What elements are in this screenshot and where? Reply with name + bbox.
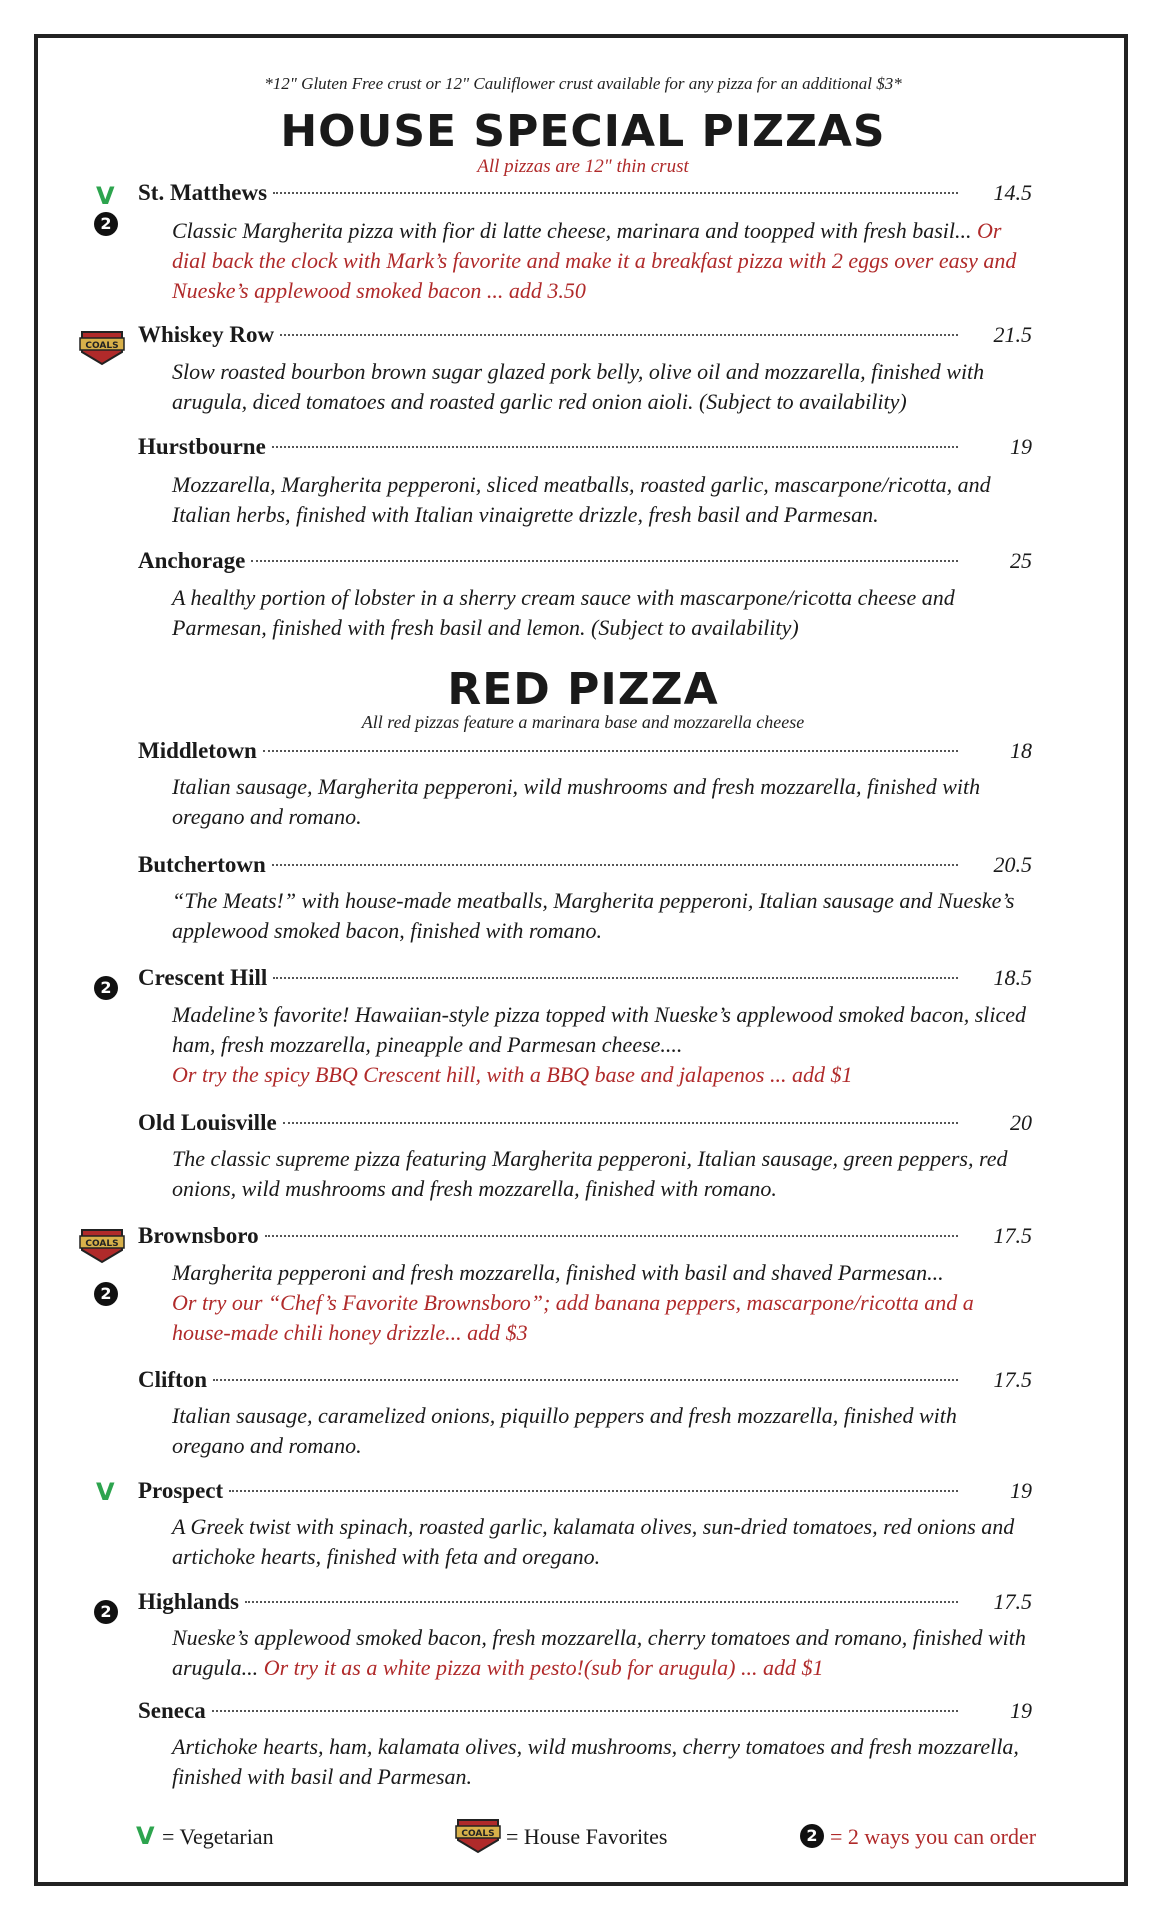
coals-house-favorite-icon: [78, 326, 126, 366]
menu-item-st-matthews: [138, 180, 1032, 210]
svg-text:COALS: COALS: [461, 1829, 495, 1839]
item-name: Anchorage: [138, 548, 246, 573]
description-upsell: Or try it as a white pizza with pesto!(sub for arugula) ... add $1: [258, 1655, 824, 1680]
svg-text:COALS: COALS: [85, 1239, 119, 1249]
menu-item-middletown: [138, 738, 1032, 768]
legend-vegetarian-icon: V: [136, 1822, 155, 1850]
item-price: 17.5: [993, 1223, 1032, 1248]
dot-leader: [212, 1710, 958, 1712]
description-upsell: Or try our “Chef’s Favorite Brownsboro”; add banana peppers, mascarpone/ricotta and a house-made chili honey drizzle... add $3: [172, 1290, 974, 1345]
item-description: The classic supreme pizza featuring Margherita pepperoni, Italian sausage, green peppers, red onions, wild mushrooms and fresh mozzarella, finished with romano.: [172, 1146, 1008, 1201]
item-name: Whiskey Row: [138, 322, 275, 347]
menu-item-seneca: [138, 1698, 1032, 1728]
dot-leader: [263, 750, 958, 752]
menu-item-old-louisville: [138, 1110, 1032, 1140]
item-name: Brownsboro: [138, 1223, 259, 1248]
menu-item-crescent-hill: [138, 965, 1032, 995]
item-name: Middletown: [138, 738, 257, 763]
dot-leader: [213, 1379, 958, 1381]
dot-leader: [273, 977, 958, 979]
item-description: Italian sausage, caramelized onions, piquillo peppers and fresh mozzarella, finished with oregano and romano.: [172, 1403, 957, 1458]
menu-item-clifton: [138, 1367, 1032, 1397]
description-upsell: Or dial back the clock with Mark’s favorite and make it a breakfast pizza with 2 eggs over easy and Nueske’s applewood smoked bacon ... add 3.50: [172, 218, 1017, 303]
menu-item-hurstbourne: [138, 434, 1032, 464]
item-price: 18.5: [993, 965, 1032, 990]
item-description: [172, 1258, 1032, 1348]
description-text: Margherita pepperoni and fresh mozzarella, finished with basil and shaved Parmesan...: [172, 1260, 944, 1285]
description-text: Madeline’s favorite! Hawaiian-style pizza topped with Nueske’s applewood smoked bacon, sliced ham, fresh mozzarella, pineapple and Parmesan cheese....: [172, 1002, 1027, 1057]
item-price: 19: [1010, 1698, 1032, 1723]
item-name: Butchertown: [138, 852, 266, 877]
item-description: Mozzarella, Margherita pepperoni, sliced meatballs, roasted garlic, mascarpone/ricotta, and Italian herbs, finished with Italian vinaigrette drizzle, fresh basil and Parmesan.: [172, 472, 991, 527]
menu-item-anchorage: [138, 548, 1032, 578]
item-price: 14.5: [993, 180, 1032, 205]
two-ways-icon: 2: [94, 1600, 118, 1624]
item-price: 18: [1010, 738, 1032, 763]
item-name: Prospect: [138, 1478, 224, 1503]
item-name: Highlands: [138, 1589, 239, 1614]
dot-leader: [280, 334, 958, 336]
item-name: Crescent Hill: [138, 965, 268, 990]
description-upsell: Or try the spicy BBQ Crescent hill, with a BBQ base and jalapenos ... add $1: [172, 1062, 853, 1087]
coals-house-favorite-icon: [78, 1224, 126, 1264]
dot-leader: [251, 560, 958, 562]
item-name: Old Louisville: [138, 1110, 277, 1135]
dot-leader: [283, 1122, 958, 1124]
item-name: Seneca: [138, 1698, 206, 1723]
legend-vegetarian: = Vegetarian: [162, 1824, 274, 1849]
dot-leader: [272, 864, 958, 866]
item-description: [172, 1000, 1032, 1090]
legend-coals-icon: [454, 1814, 502, 1854]
section-subtitle-red-pizza: All red pizzas feature a marinara base and mozzarella cheese: [361, 712, 805, 732]
dot-leader: [265, 1235, 958, 1237]
item-description: [172, 1623, 1032, 1683]
section-title-red-pizza: RED PIZZA: [447, 664, 719, 715]
section-subtitle-house-specials: All pizzas are 12" thin crust: [477, 156, 689, 177]
dot-leader: [229, 1490, 958, 1492]
item-price: 17.5: [993, 1367, 1032, 1392]
item-description: Slow roasted bourbon brown sugar glazed pork belly, olive oil and mozzarella, finished with arugula, diced tomatoes and roasted garlic red onion aioli. (Subject to availability): [172, 359, 985, 414]
two-ways-icon: 2: [94, 1282, 118, 1306]
item-description: [172, 216, 1032, 306]
svg-text:COALS: COALS: [85, 341, 119, 351]
legend-two-ways: = 2 ways you can order: [830, 1824, 1037, 1849]
crust-note: *12" Gluten Free crust or 12" Cauliflower crust available for any pizza for an additional $3*: [264, 74, 902, 93]
menu-item-prospect: [138, 1478, 1032, 1508]
two-ways-icon: 2: [94, 212, 118, 236]
item-description: A Greek twist with spinach, roasted garlic, kalamata olives, sun-dried tomatoes, red onions and artichoke hearts, finished with feta and oregano.: [172, 1514, 1015, 1569]
item-description: Italian sausage, Margherita pepperoni, wild mushrooms and fresh mozzarella, finished with oregano and romano.: [172, 774, 981, 829]
legend-two-ways-icon: 2: [800, 1824, 824, 1848]
item-price: 20: [1010, 1110, 1032, 1135]
description-text: Classic Margherita pizza with fior di latte cheese, marinara and toopped with fresh basil...: [172, 218, 972, 243]
item-price: 19: [1010, 1478, 1032, 1503]
menu-item-whiskey-row: [138, 322, 1032, 352]
section-title-house-specials: HOUSE SPECIAL PIZZAS: [280, 106, 886, 157]
item-description: A healthy portion of lobster in a sherry cream sauce with mascarpone/ricotta cheese and Parmesan, finished with fresh basil and lemon. (Subject to availability): [172, 585, 955, 640]
item-name: Clifton: [138, 1367, 207, 1392]
item-name: Hurstbourne: [138, 434, 266, 459]
item-description: “The Meats!” with house-made meatballs, Margherita pepperoni, Italian sausage and Nueske’s applewood smoked bacon, finished with romano.: [172, 888, 1015, 943]
menu-item-butchertown: [138, 852, 1032, 882]
vegetarian-icon: V: [96, 1478, 115, 1506]
item-price: 20.5: [993, 852, 1032, 877]
item-description: Artichoke hearts, ham, kalamata olives, wild mushrooms, cherry tomatoes and fresh mozzarella, finished with basil and Parmesan.: [172, 1734, 1019, 1789]
item-price: 25: [1010, 548, 1032, 573]
dot-leader: [245, 1601, 958, 1603]
vegetarian-icon: V: [96, 182, 115, 210]
legend-house-favorites: = House Favorites: [506, 1824, 668, 1849]
dot-leader: [272, 446, 958, 448]
dot-leader: [273, 192, 958, 194]
item-price: 21.5: [993, 322, 1032, 347]
item-price: 17.5: [993, 1589, 1032, 1614]
two-ways-icon: 2: [94, 976, 118, 1000]
menu-item-brownsboro: [138, 1223, 1032, 1253]
item-name: St. Matthews: [138, 180, 268, 205]
menu-item-highlands: [138, 1589, 1032, 1619]
description-text: Nueske’s applewood smoked bacon, fresh mozzarella, cherry tomatoes and romano, finished with arugula...: [172, 1625, 1026, 1680]
item-price: 19: [1010, 434, 1032, 459]
